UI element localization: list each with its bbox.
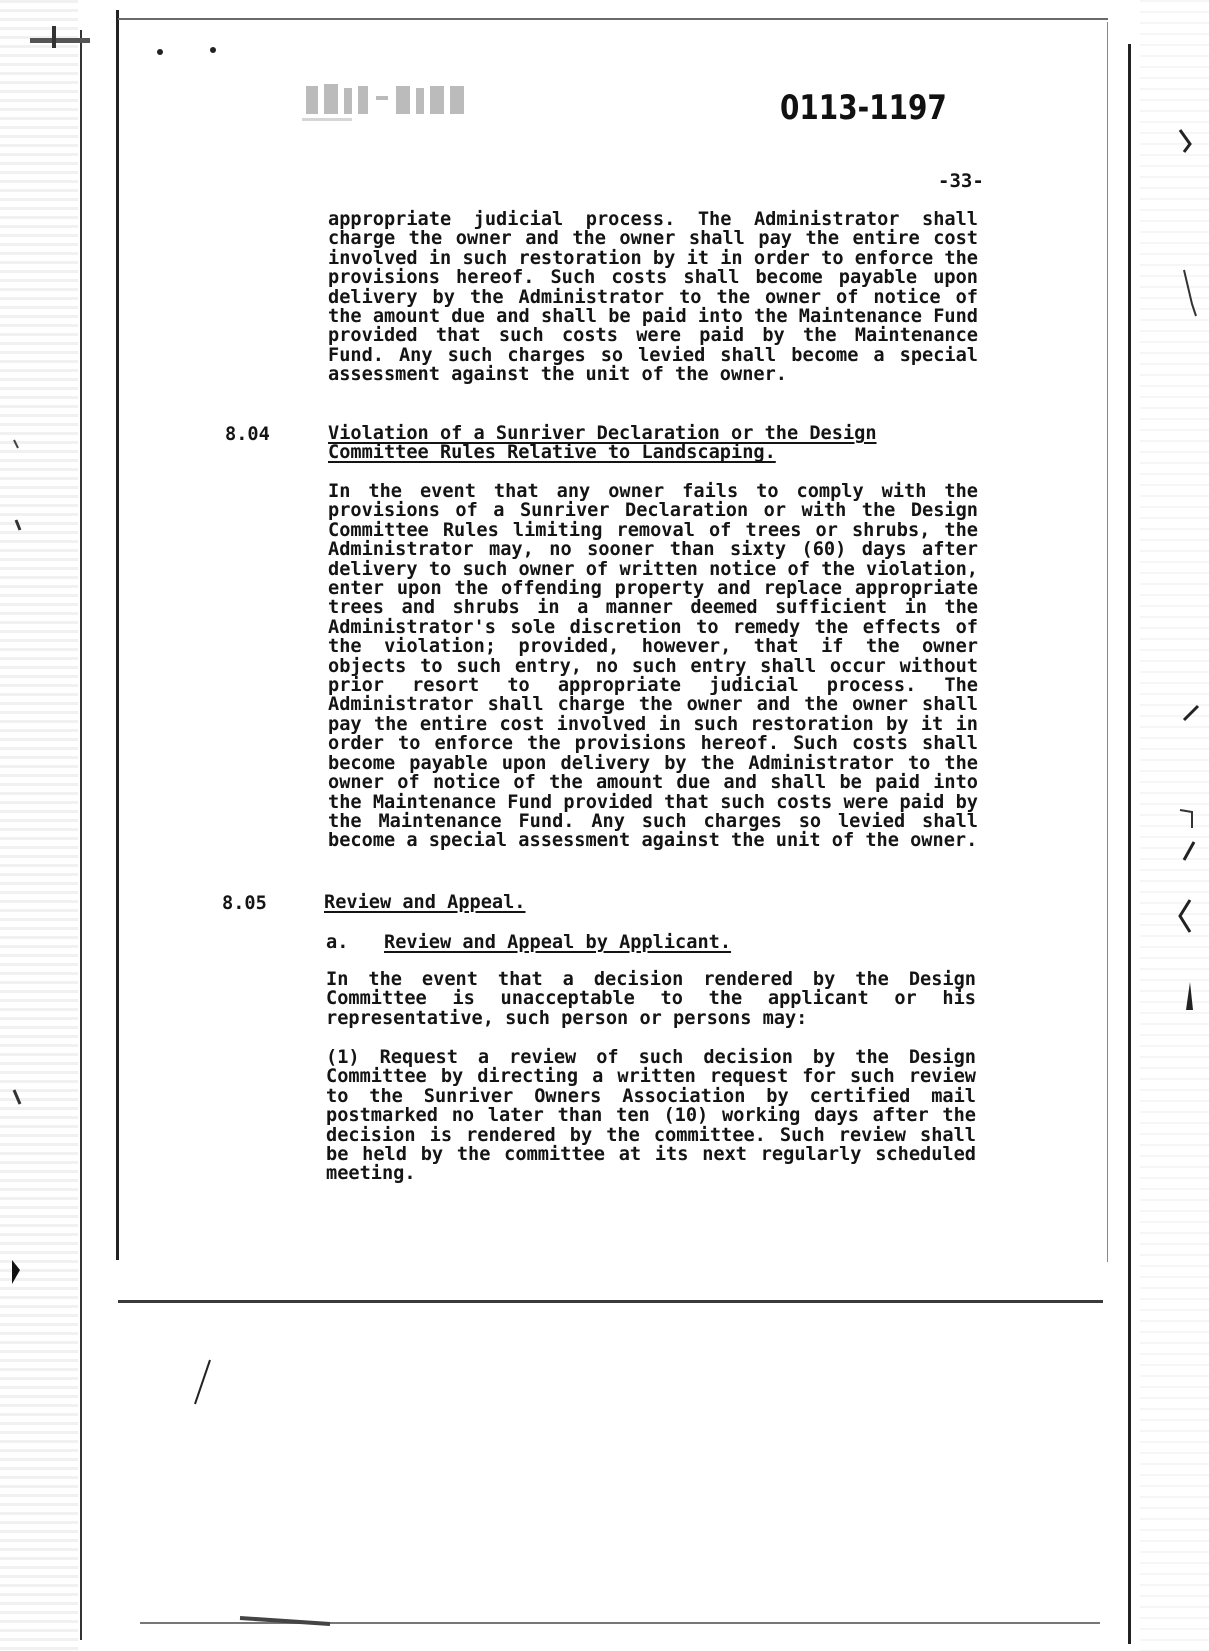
section-heading-8-04 [328, 424, 988, 463]
subsection-heading-a-text: Review and Appeal by Applicant. [384, 932, 732, 953]
paragraph-continued: appropriate judicial process. The Administrator shall charge the owner and the owner shall pay the entire cost involved in such restoration by it in order to enforce the provisions hereof. Such costs shall become payable upon delivery by the Administrator to the owner of notice of the amount due and shall be paid into the Maintenance Fund provided that such costs were paid by the Maintenance Fund. Any such charges so levied shall become a special assessment against the unit of the owner. [328, 209, 978, 386]
section-number-8-04: 8.04 [225, 424, 270, 445]
section-8-04-paragraph: In the event that any owner fails to comply with the provisions of a Sunriver Declaration or with the Design Committee Rules limiting removal of trees or shrubs, the Administrator may, no sooner than sixty (60) days after delivery to such owner of written notice of the violation, enter upon the offending property and replace appropriate trees and shrubs in a manner deemed sufficient in the Administrator's sole discretion to remedy the effects of the violation; provided, however, that if the owner objects to such entry, no such entry shall occur without prior resort to appropriate judicial process. The Administrator shall charge the owner and the owner shall pay the entire cost involved in such restoration by it in order to enforce the provisions hereof. Such costs shall become payable upon delivery by the Administrator to the owner of notice of the amount due and shall be paid into the Maintenance Fund provided that such costs were paid by the Maintenance Fund. Any such charges so levied shall become a special assessment against the unit of the owner. [328, 481, 978, 852]
subsection-heading-a [384, 932, 731, 953]
faded-stamp-mark [302, 78, 492, 128]
section-heading-8-05-text: Review and Appeal. [324, 892, 526, 913]
section-number-8-05: 8.05 [222, 893, 267, 914]
page-number: -33- [938, 170, 984, 192]
document-number: 0113-1197 [780, 88, 947, 128]
section-heading-8-05 [324, 893, 526, 912]
subsection-letter-a: a. [326, 932, 349, 953]
section-heading-8-04-text: Violation of a Sunriver Declaration or the Design Committee Rules Relative to Landscaping. [328, 423, 877, 464]
section-8-05-item-1: (1) Request a review of such decision by the Design Committee by directing a written request for such review to the Sunriver Owners Association by certified mail postmarked no later than ten (10) working days after the decision is rendered by the committee. Such review shall be held by the committee at its next regularly scheduled meeting. [326, 1047, 976, 1185]
faded-stamp-graphic [302, 78, 492, 128]
section-8-05-intro: In the event that a decision rendered by the Design Committee is unacceptable to the applicant or his representative, such person or persons may: [326, 969, 976, 1029]
